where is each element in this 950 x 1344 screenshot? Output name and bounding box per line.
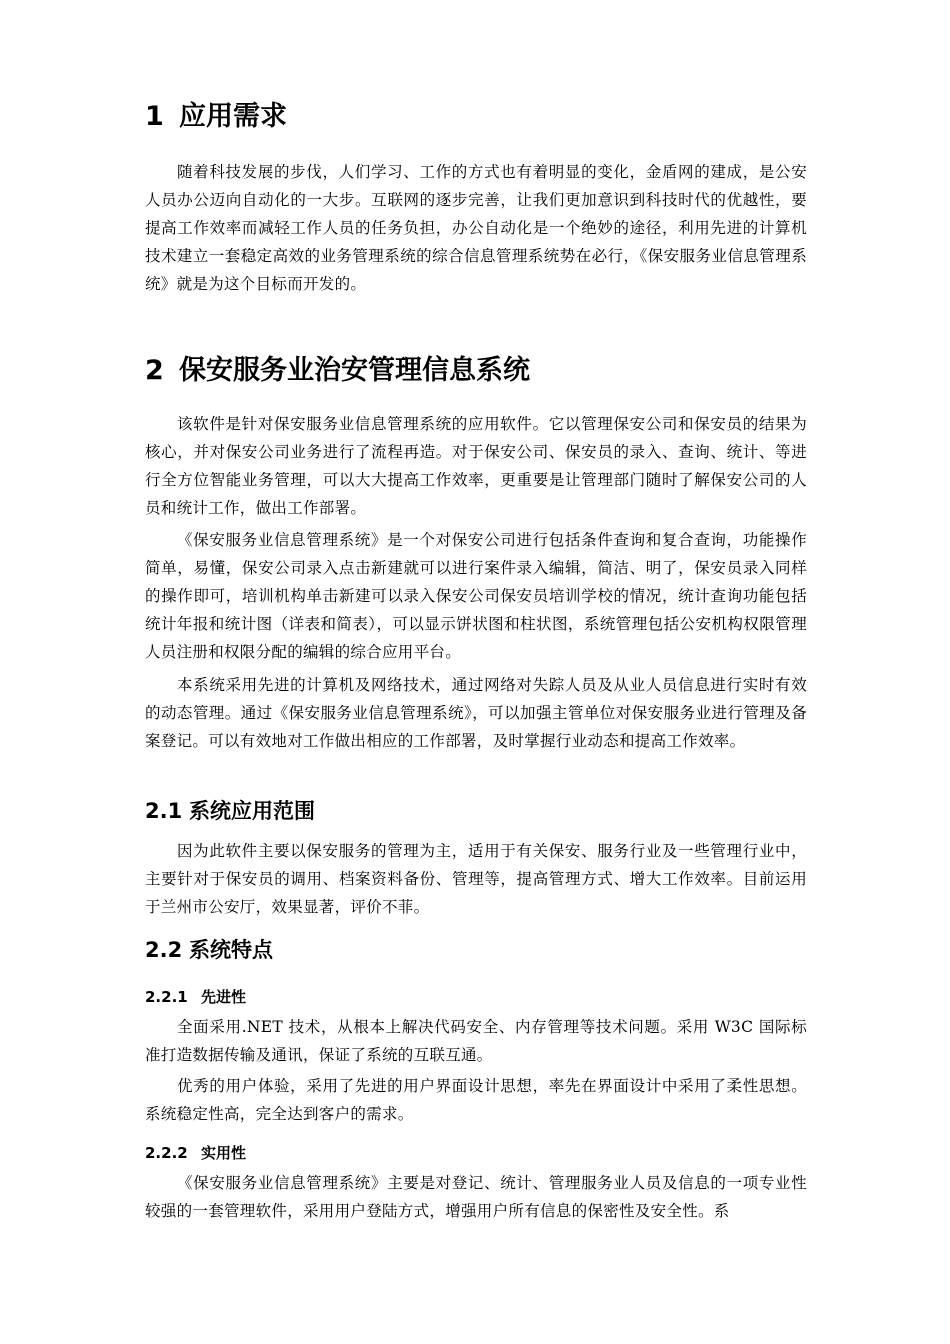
heading-number: 2 xyxy=(145,355,164,386)
paragraph: 《保安服务业信息管理系统》主要是对登记、统计、管理服务业人员及信息的一项专业性较强的一套管理软件，采用用户登陆方式，增强用户所有信息的保密性及安全性。系 xyxy=(145,1174,807,1220)
heading-2 xyxy=(145,354,530,388)
paragraph: 该软件是针对保安服务业信息管理系统的应用软件。它以管理保安公司和保安员的结果为核心，并对保安公司业务进行了流程再造。对于保安公司、保安员的录入、查询、统计、等进行全方位智能业务管理，可以大大提高工作效率，更重要是让管理部门随时了解保安公司的人员和统计工作，做出工作部署。 xyxy=(145,415,807,517)
heading-title: 先进性 xyxy=(201,988,247,1006)
heading-1 xyxy=(145,100,287,134)
heading-title: 系统特点 xyxy=(189,938,273,962)
paragraph: 优秀的用户体验，采用了先进的用户界面设计思想，率先在界面设计中采用了柔性思想。系统稳定性高，完全达到客户的需求。 xyxy=(145,1077,807,1123)
paragraph: 因为此软件主要以保安服务的管理为主，适用于有关保安、服务行业及一些管理行业中，主要针对于保安员的调用、档案资料备份、管理等，提高管理方式、增大工作效率。目前运用于兰州市公安厅，效果显著，评价不菲。 xyxy=(145,842,807,916)
paragraph: 全面采用.NET 技术，从根本上解决代码安全、内存管理等技术问题。采用 W3C 国际标准打造数据传输及通讯，保证了系统的互联互通。 xyxy=(145,1018,807,1064)
heading-title: 系统应用范围 xyxy=(189,799,315,823)
heading-2-2 xyxy=(145,936,273,964)
heading-number: 2.2.2 xyxy=(145,1144,188,1162)
heading-2-1 xyxy=(145,797,315,825)
heading-title: 实用性 xyxy=(201,1144,247,1162)
heading-2-2-2 xyxy=(145,1142,246,1164)
heading-title: 保安服务业治安管理信息系统 xyxy=(179,355,530,386)
heading-title: 应用需求 xyxy=(179,101,287,132)
paragraph: 本系统采用先进的计算机及网络技术，通过网络对失踪人员及从业人员信息进行实时有效的动态管理。通过《保安服务业信息管理系统》，可以加强主管单位对保安服务业进行管理及备案登记。可以有效地对工作做出相应的工作部署，及时掌握行业动态和提高工作效率。 xyxy=(145,676,807,750)
paragraph: 随着科技发展的步伐，人们学习、工作的方式也有着明显的变化，金盾网的建成，是公安人员办公迈向自动化的一大步。互联网的逐步完善，让我们更加意识到科技时代的优越性，要提高工作效率而减轻工作人员的任务负担，办公自动化是一个绝妙的途径，利用先进的计算机技术建立一套稳定高效的业务管理系统的综合信息管理系统势在必行，《保安服务业信息管理系统》就是为这个目标而开发的。 xyxy=(145,163,807,293)
heading-2-2-1 xyxy=(145,986,246,1008)
heading-number: 2.2 xyxy=(145,938,183,962)
heading-number: 2.2.1 xyxy=(145,988,188,1006)
paragraph: 《保安服务业信息管理系统》是一个对保安公司进行包括条件查询和复合查询，功能操作简单，易懂，保安公司录入点击新建就可以进行案件录入编辑，简洁、明了，保安员录入同样的操作即可，培训机构单击新建可以录入保安公司保安员培训学校的情况，统计查询功能包括统计年报和统计图（详表和简表），可以显示饼状图和柱状图，系统管理包括公安机构权限管理人员注册和权限分配的编辑的综合应用平台。 xyxy=(145,531,807,661)
heading-number: 2.1 xyxy=(145,799,183,823)
heading-number: 1 xyxy=(145,101,164,132)
